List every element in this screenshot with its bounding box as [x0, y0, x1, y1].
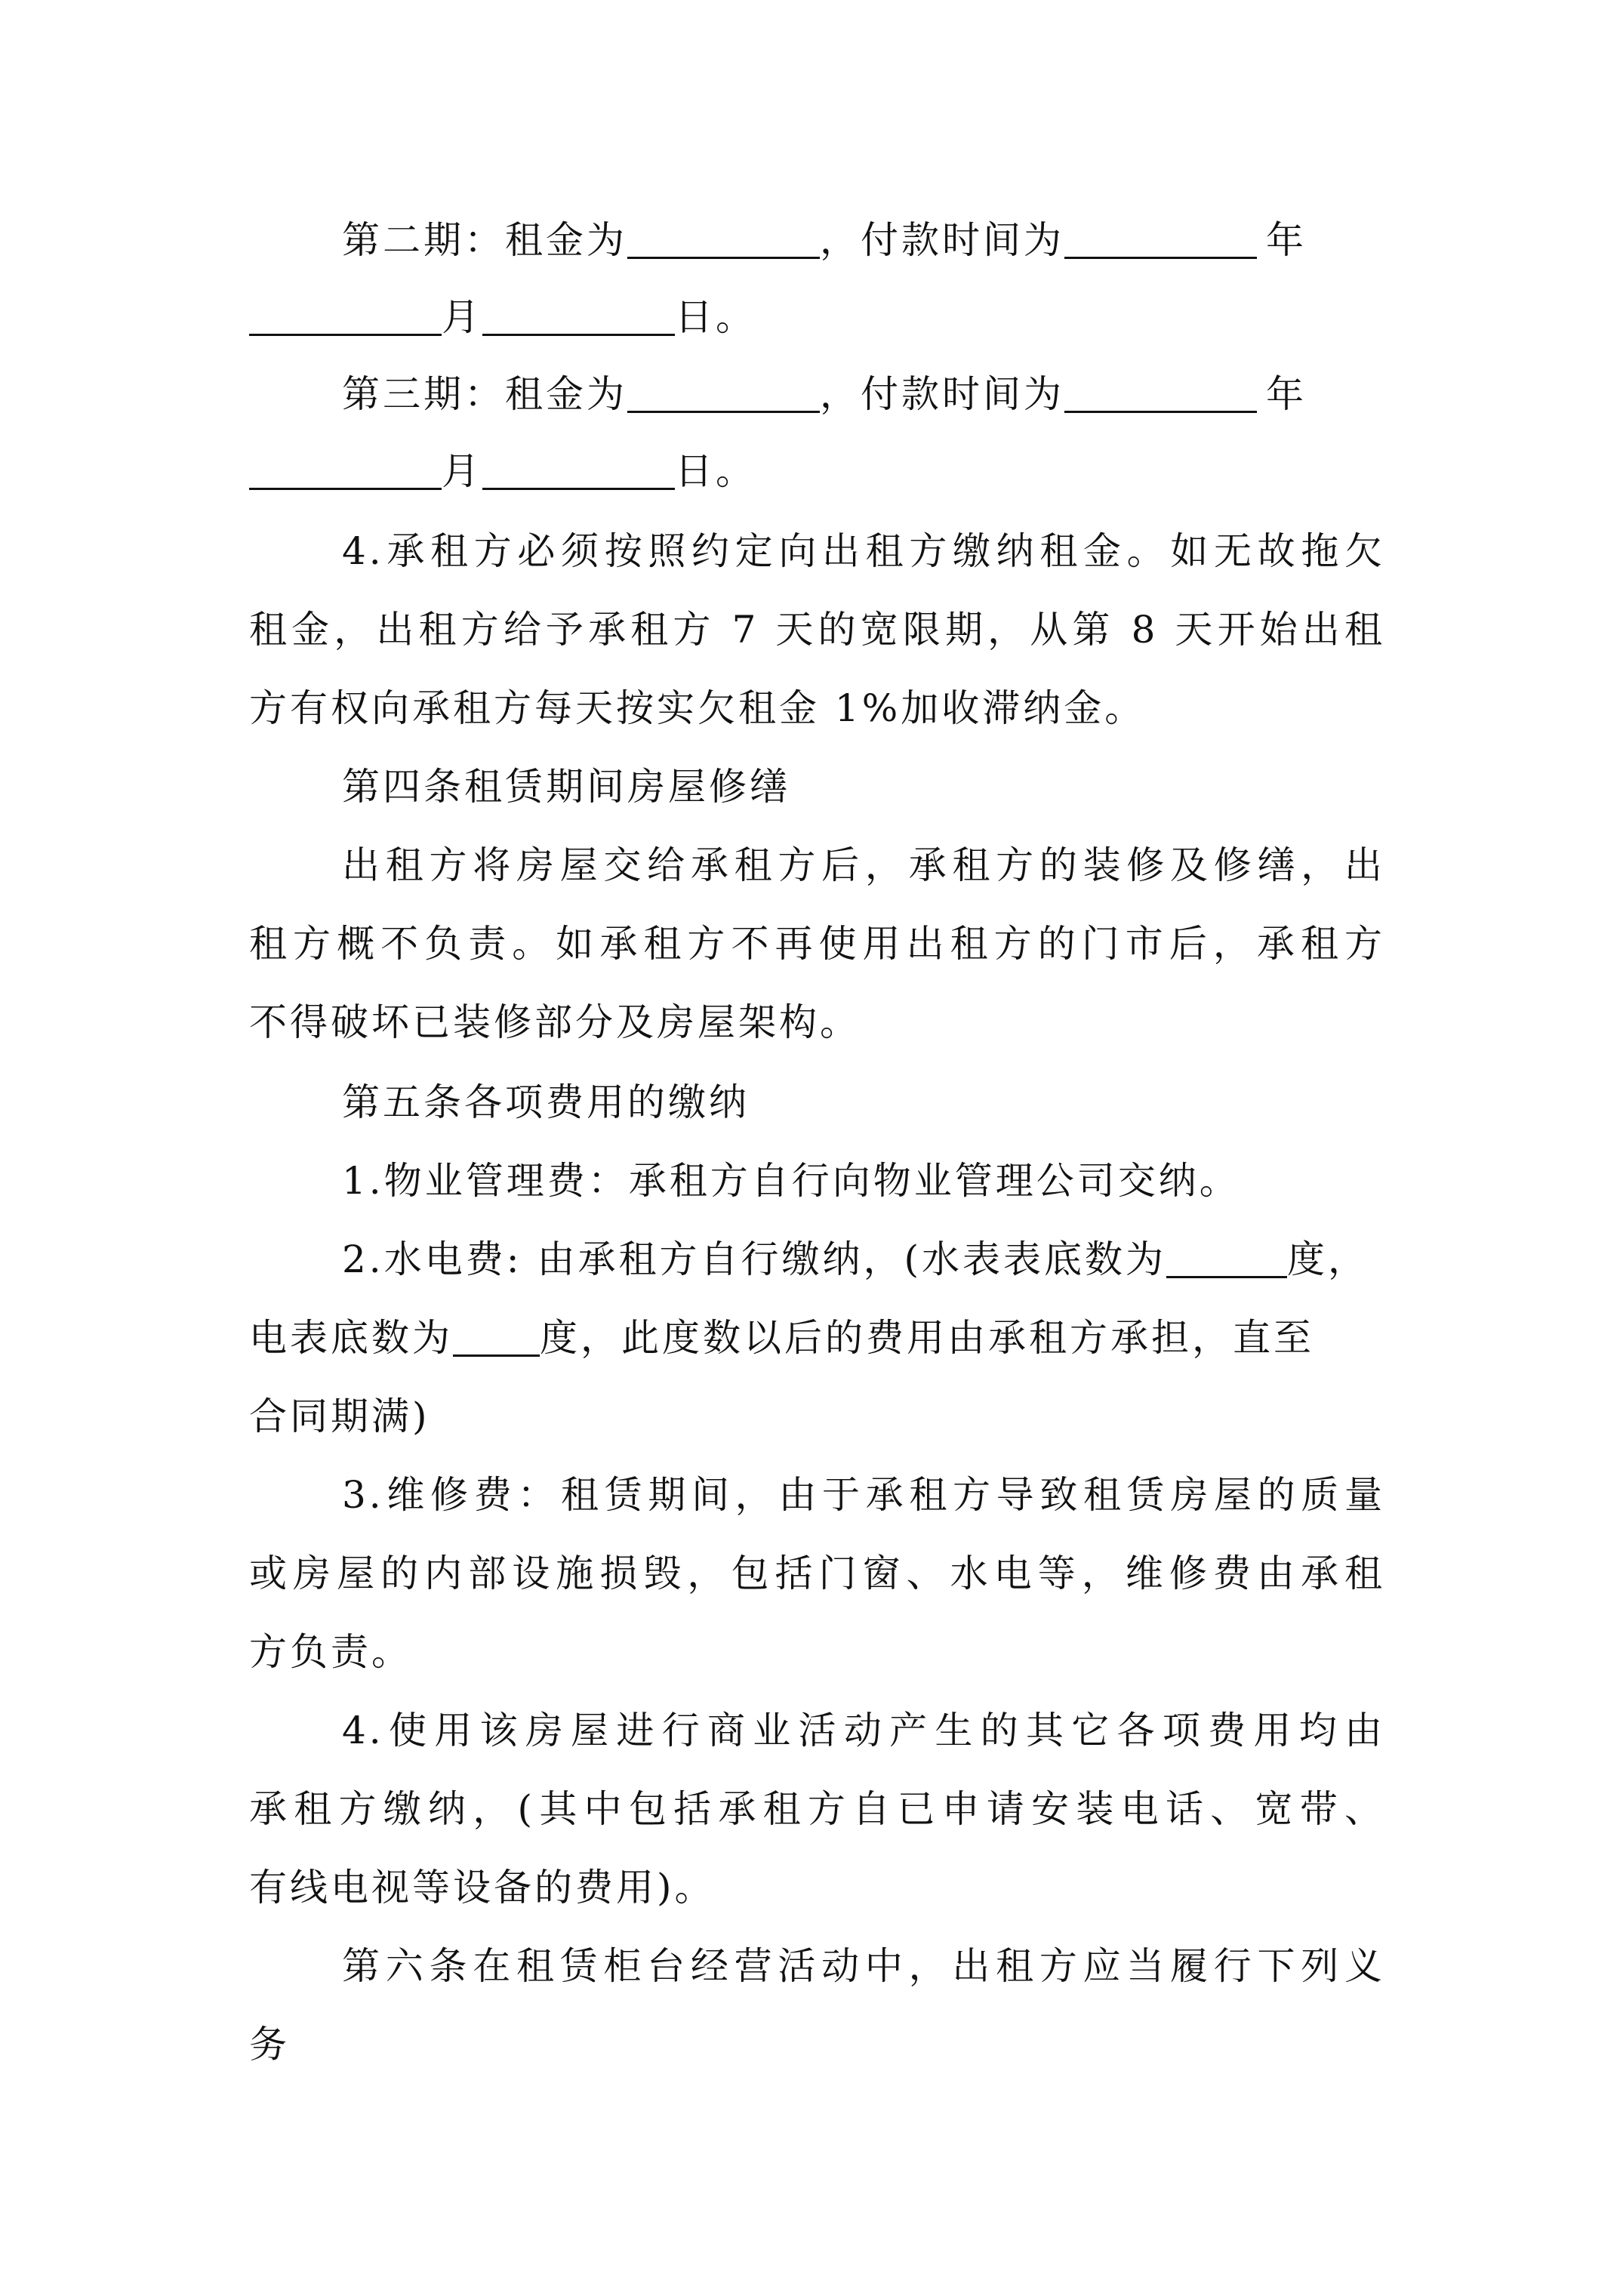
third-year-label: 年 [1266, 372, 1307, 416]
third-installment-line1 [342, 371, 1385, 417]
electric-rest-text: 度，此度数以后的费用由承租方承担，直至 [540, 1316, 1314, 1360]
third-day-blank [482, 450, 675, 490]
article5-item4-line3: 有线电视等设备的费用)。 [249, 1866, 716, 1909]
article4-body-line3: 不得破坏已装修部分及房屋架构。 [249, 1000, 861, 1044]
article5-item2-line2 [249, 1315, 1385, 1361]
article5-item3-line2: 或房屋的内部设施损毁，包括门窗、水电等，维修费由承租 [249, 1552, 1385, 1595]
article4-heading: 第四条租赁期间房屋修缮 [342, 765, 790, 809]
third-month-label: 月 [442, 449, 482, 493]
second-payment-time-label: ，付款时间为 [820, 218, 1064, 262]
rent-payment-para-line3: 方有权向承租方每天按实欠租金 1%加收滞纳金。 [249, 686, 1146, 730]
second-month-blank [249, 296, 442, 336]
water-meter-blank [1166, 1238, 1287, 1278]
second-day-label: 日。 [675, 295, 756, 339]
article4-body-line1: 出租方将房屋交给承租方后，承租方的装修及修缮，出 [342, 843, 1385, 887]
article5-item2-line1 [342, 1237, 1385, 1282]
second-installment-label: 第二期：租金为 [342, 218, 627, 262]
electric-meter-blank [453, 1317, 540, 1357]
third-day-label: 日。 [675, 449, 756, 493]
article5-item4-line2: 承租方缴纳，(其中包括承租方自已申请安装电话、宽带、 [249, 1787, 1385, 1831]
article5-item1: 1.物业管理费：承租方自行向物业管理公司交纳。 [342, 1159, 1240, 1203]
water-electric-lead: 2.水电费: 由承租方自行缴纳，(水表表底数为 [342, 1237, 1166, 1281]
third-installment-line2 [249, 448, 1385, 494]
rent-payment-para-line2: 租金，出租方给予承租方 7 天的宽限期，从第 8 天开始出租 [249, 608, 1385, 652]
second-month-label: 月 [442, 295, 482, 339]
second-rent-blank [627, 219, 820, 259]
third-payment-time-label: ，付款时间为 [820, 372, 1064, 416]
second-installment-line1 [342, 217, 1385, 263]
second-day-blank [482, 296, 675, 336]
rent-payment-para-line1: 4.承租方必须按照约定向出租方缴纳租金。如无故拖欠 [342, 529, 1385, 573]
article5-item2-line3: 合同期满) [249, 1395, 430, 1438]
third-rent-blank [627, 373, 820, 413]
second-year-label: 年 [1266, 218, 1307, 262]
article5-item4-line1: 4.使用该房屋进行商业活动产生的其它各项费用均由 [342, 1709, 1385, 1752]
article6-line1: 第六条在租赁柜台经营活动中，出租方应当履行下列义 [342, 1944, 1385, 1988]
third-year-blank [1064, 373, 1257, 413]
article5-item3-line1: 3.维修费：租赁期间，由于承租方导致租赁房屋的质量 [342, 1473, 1385, 1517]
third-installment-label: 第三期：租金为 [342, 372, 627, 416]
third-month-blank [249, 450, 442, 490]
second-year-blank [1064, 219, 1257, 259]
article4-body-line2: 租方概不负责。如承租方不再使用出租方的门市后，承租方 [249, 922, 1385, 966]
article6-line2: 务 [249, 2023, 290, 2066]
article5-heading: 第五条各项费用的缴纳 [342, 1080, 750, 1124]
electric-meter-label: 电表底数为 [249, 1316, 453, 1360]
water-unit-label: 度， [1286, 1237, 1369, 1281]
second-installment-line2 [249, 294, 1385, 340]
article5-item3-line3: 方负责。 [249, 1630, 412, 1674]
